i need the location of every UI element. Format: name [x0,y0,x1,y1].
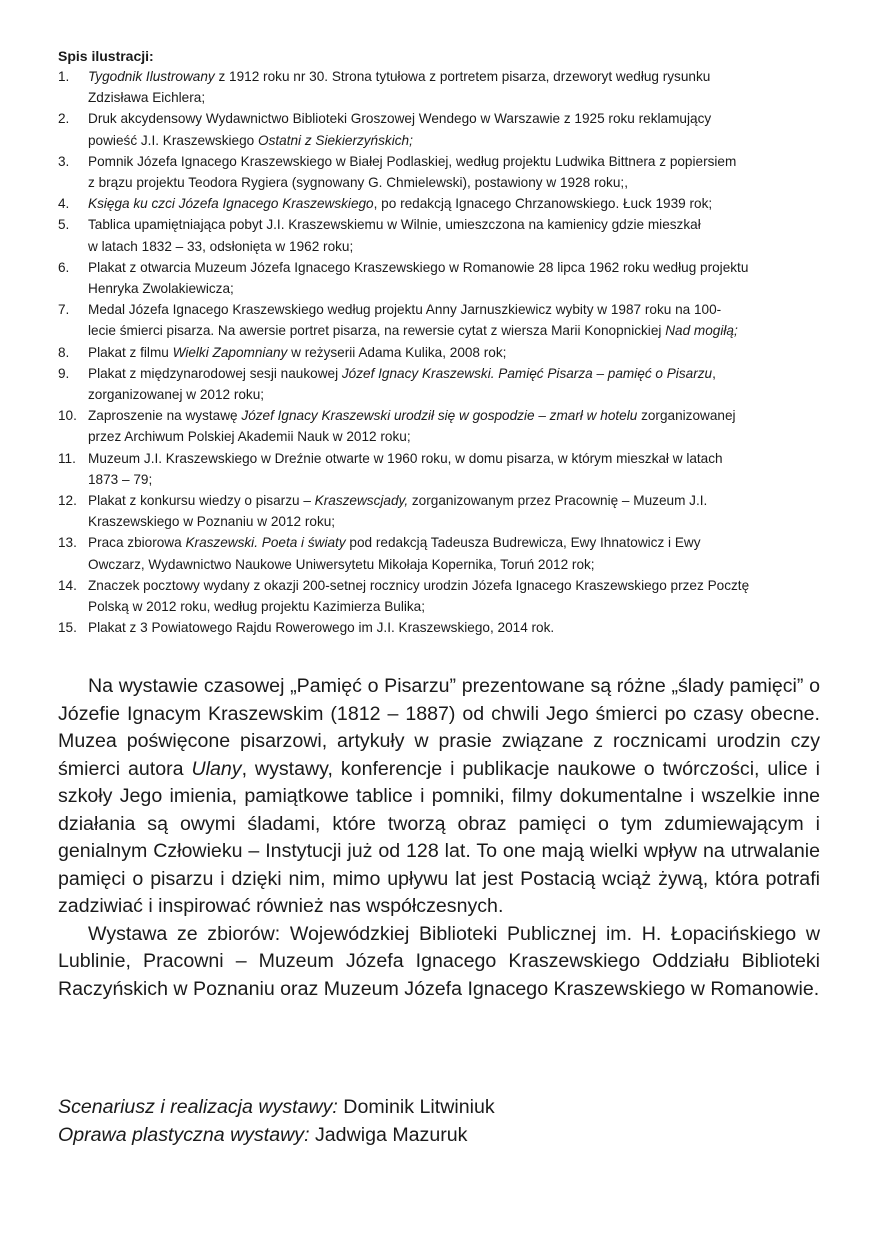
illustration-item [58,490,828,532]
illustration-item [58,575,828,617]
text-run: , wystawy, konferencje i publikacje naukowe o twórczości, ulice i szkoły Jego imienia, pamiątkowe tablice i pomniki, filmy dokumentalne i wszelkie inne działania są owymi śladami, które tworzą obraz pamięci o tym zdumiewającym i genialnym Człowieku – Instytucji już od 128 lat. To one mają wielki wpływ na utrwalanie pamięci o pisarzu i dzięki nim, mimo upływu lat jest Postacią wciąż żywą, która potrafi zadziwiać i inspirować również nas współczesnych. [58,757,820,917]
illustration-description [88,154,736,190]
illustration-number: 5. [58,217,70,233]
text-run: Plakat z otwarcia Muzeum Józefa Ignacego Kraszewskiego w Romanowie 28 lipca 1962 roku według projektu Henryka Zwolakiewicza; [88,259,749,297]
illustration-item [58,214,828,256]
text-run: Plakat z filmu [88,344,173,360]
illustration-description [88,620,554,635]
illustration-item [58,532,828,574]
text-run: Plakat z 3 Powiatowego Rajdu Rowerowego im J.I. Kraszewskiego, 2014 rok. [88,620,555,636]
illustration-number: 2. [58,111,70,127]
illustrations-list-title: Spis ilustracji: [58,48,154,64]
illustration-description [88,345,506,360]
credit-name: Jadwiga Mazuruk [309,1123,468,1146]
illustration-number: 4. [58,196,70,212]
illustration-number: 3. [58,153,70,169]
text-run: w reżyserii Adama Kulika, 2008 rok; [287,344,507,360]
italic-title-text: Księga ku czci Józefa Ignacego Kraszewskiego [88,196,374,212]
italic-title-text: Tygodnik Ilustrowany [88,69,215,84]
italic-title-text: Józef Ignacy Kraszewski urodził się w gospodzie – zmarł w hotelu [241,408,638,424]
illustration-item [58,342,828,363]
body-paragraph [58,673,820,921]
italic-title-text: Nad mogiłą; [665,323,738,339]
text-run: Wystawa ze zbiorów: Wojewódzkiej Biblioteki Publicznej im. H. Łopacińskiego w Lublinie, Pracowni – Muzeum Józefa Ignacego Kraszewskiego Oddziału Biblioteki Raczyńskich w Poznaniu oraz Muzeum Józefa Ignacego Kraszewskiego w Romanowie. [58,922,820,1000]
body-paragraph [58,921,820,1004]
illustration-item [58,363,828,405]
illustration-description [88,302,738,338]
text-run: Pomnik Józefa Ignacego Kraszewskiego w Białej Podlaskiej, według projektu Ludwika Bittnera z popiersiem z brązu projektu Teodora Rygiera (sygnowany G. Chmielewski), postawiony w 1928 roku;, [88,153,737,191]
credit-line [58,1094,818,1122]
illustration-item [58,299,828,341]
illustration-item [58,617,828,638]
text-run: Na wystawie czasowej „Pamięć o Pisarzu” prezentowane są różne „ślady pamięci” o Józefie Ignacym Kraszewskim (1812 – 1887) od chwili Jego śmierci po czasy obecne. Muzea poświęcone pisarzowi, artykuły w prasie związane z rocznicami urodzin czy śmierci autora [58,675,820,780]
illustration-number: 11. [58,450,76,466]
text-run: , zorganizowanej w 2012 roku; [88,365,716,403]
illustration-number: 13. [58,535,77,551]
illustration-description [88,493,707,529]
text-run: Muzeum J.I. Kraszewskiego w Dreźnie otwarte w 1960 roku, w domu pisarza, w którym mieszkał w latach 1873 – 79; [88,450,723,487]
italic-title-text: Józef Ignacy Kraszewski. Pamięć Pisarza – pamięć o Pisarzu [341,365,713,381]
text-run: Druk akcydensowy Wydawnictwo Biblioteki Groszowej Wendego w Warszawie z 1925 roku reklamujący powieść J.I. Kraszewskiego [88,111,712,148]
italic-title-text: Ostatni z Siekierzyńskich; [258,132,413,148]
illustration-number: 8. [58,344,70,360]
illustration-description [88,578,749,614]
illustration-number: 6. [58,259,70,275]
illustration-number: 15. [58,620,77,636]
illustration-description [88,69,710,105]
illustration-item [58,66,828,108]
text-run: z 1912 roku nr 30. Strona tytułowa z portretem pisarza, drzeworyt według rysunku Zdzisława Eichlera; [88,69,711,106]
italic-title-text: Kraszewski. Poeta i światy [185,535,346,551]
illustration-number: 9. [58,365,70,381]
illustration-item [58,257,828,299]
illustration-number: 7. [58,302,70,318]
illustration-item [58,448,828,490]
illustration-description [88,111,711,147]
text-run: Plakat z konkursu wiedzy o pisarzu – [88,493,315,509]
text-run: zorganizowanym przez Pracownię – Muzeum J.I. Kraszewskiego w Poznaniu w 2012 roku; [88,493,708,530]
illustration-description [88,196,712,211]
illustration-number: 1. [58,69,70,84]
illustration-item [58,193,828,214]
illustration-item [58,151,828,193]
illustration-description [88,217,701,253]
illustration-description [88,366,716,402]
credit-line [58,1122,818,1150]
credit-label: Oprawa plastyczna wystawy: [58,1123,310,1146]
text-run: , po redakcją Ignacego Chrzanowskiego. Łuck 1939 rok; [373,196,713,212]
illustration-description [88,451,723,487]
illustration-description [88,408,736,444]
text-run: Praca zbiorowa [88,535,186,551]
illustration-number: 10. [58,408,77,424]
illustrations-list [58,66,828,638]
exhibition-credits [58,1094,818,1149]
text-run: Plakat z międzynarodowej sesji naukowej [88,365,342,381]
illustration-number: 12. [58,493,77,509]
illustration-item [58,108,828,150]
italic-title-text: Kraszewscjady, [314,493,409,509]
text-run: Znaczek pocztowy wydany z okazji 200-setnej rocznicy urodzin Józefa Ignacego Kraszewskiego przez Pocztę Polską w 2012 roku, według projektu Kazimierza Bulika; [88,577,750,615]
italic-title-text: Ulany [191,757,242,780]
text-run: Tablica upamiętniająca pobyt J.I. Kraszewskiemu w Wilnie, umieszczona na kamienicy gdzie mieszkał w latach 1832 – 33, odsłonięta w 1962 roku; [88,217,701,254]
illustration-number: 14. [58,577,77,593]
illustration-description [88,260,748,296]
illustration-description [88,535,701,571]
exhibition-description [58,673,820,1003]
text-run: pod redakcją Tadeusza Budrewicza, Ewy Ihnatowicz i Ewy Owczarz, Wydawnictwo Naukowe Uniwersytetu Mikołaja Kopernika, Toruń 2012 rok; [88,535,701,572]
text-run: zorganizowanej przez Archiwum Polskiej Akademii Nauk w 2012 roku; [88,408,736,445]
italic-title-text: Wielki Zapomniany [172,344,288,360]
credit-label: Scenariusz i realizacja wystawy: [58,1096,338,1118]
illustration-item [58,405,828,447]
text-run: Medal Józefa Ignacego Kraszewskiego według projektu Anny Jarnuszkiewicz wybity w 1987 roku na 100- lecie śmierci pisarza. Na awersie portret pisarza, na rewersie cytat z wiersza Marii Konopnickiej [88,302,722,339]
text-run: Zaproszenie na wystawę [88,408,242,424]
credit-name: Dominik Litwiniuk [337,1096,495,1118]
